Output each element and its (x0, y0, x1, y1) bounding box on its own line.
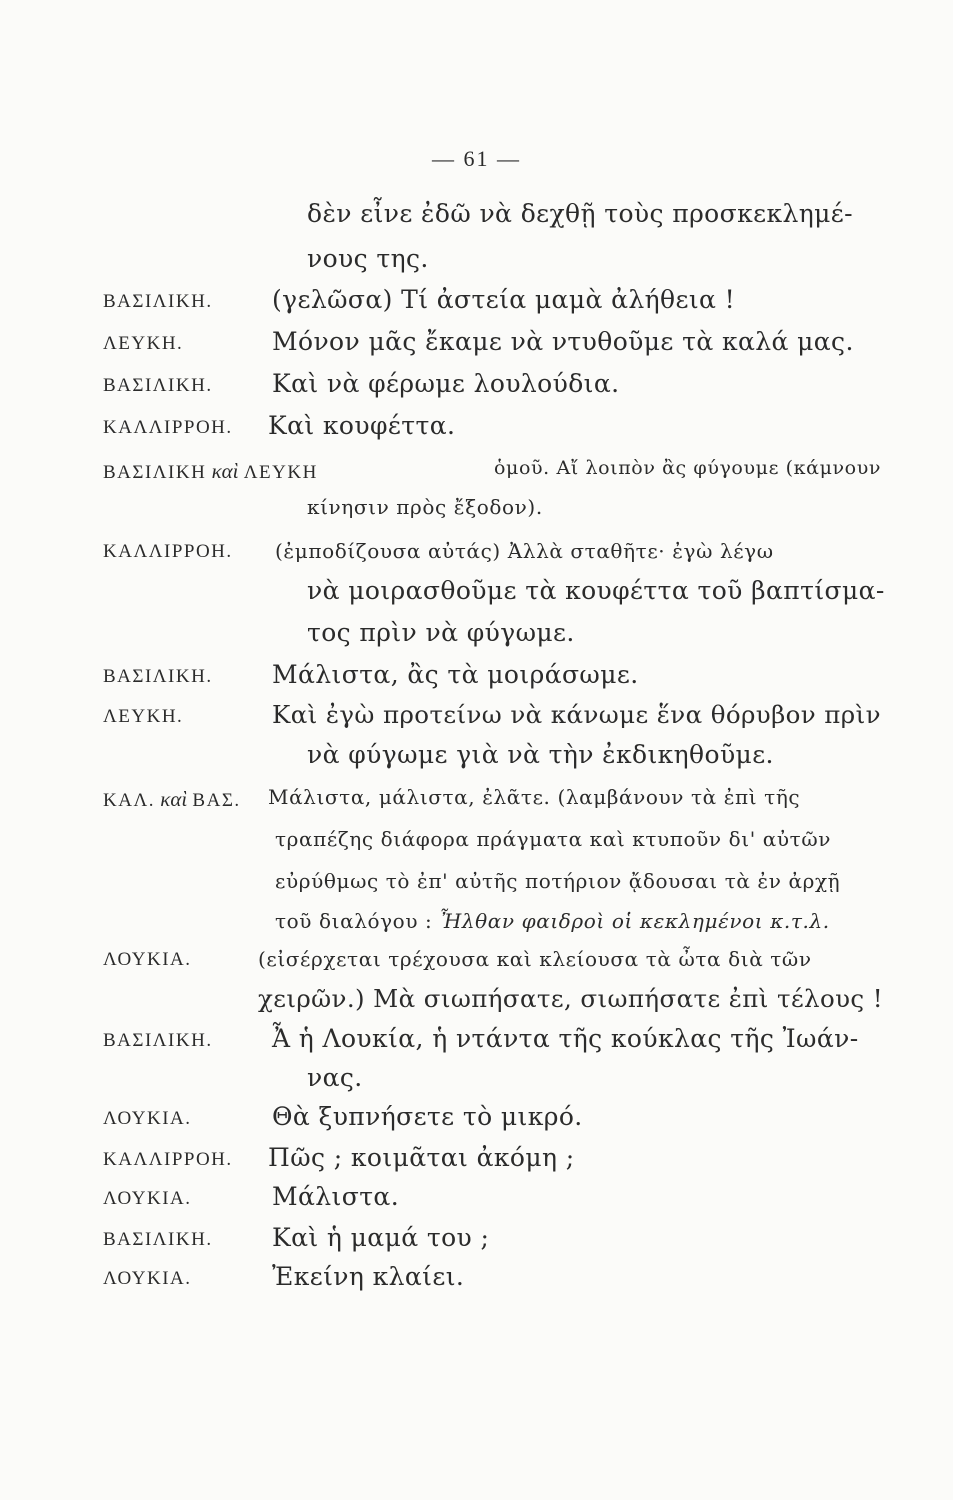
dialogue-line (0, 369, 953, 419)
speaker-label: ΚΑΛΛΙΡΡΟΗ. (103, 541, 233, 562)
dialogue-line (0, 787, 953, 831)
speaker-label: ΒΑΣΙΛΙΚΗ. (103, 291, 213, 312)
speaker-label: ΒΑΣΙΛΙΚΗ. (103, 1030, 213, 1051)
speaker-label: ΛΟΥΚΙΑ. (103, 1108, 192, 1129)
speaker-label: ΛΟΥΚΙΑ. (103, 949, 192, 970)
line-text: ὁμοῦ. Αἴ λοιπὸν ἂς φύγουμε (κάμνουν (494, 457, 882, 479)
line-text: κίνησιν πρὸς ἔξοδον). (307, 495, 543, 519)
speaker-name (103, 417, 233, 439)
line-text: Πῶς ; κοιμᾶται ἀκόμη ; (268, 1143, 575, 1172)
speaker-name (103, 333, 183, 355)
line-text: εὐρύθμως τὸ ἐπ' αὐτῆς ποτήριον ᾄδουσαι τὰ ἐν ἀρχῇ (275, 869, 841, 893)
line-text: χειρῶν.) Μὰ σιωπήσατε, σιωπήσατε ἐπὶ τέλους ! (258, 984, 883, 1013)
speaker-name (103, 1268, 192, 1290)
line-text: νας. (307, 1063, 363, 1092)
speaker-label: ΛΕΥΚΗ. (103, 333, 184, 354)
dialogue-line (0, 1143, 953, 1193)
dialogue-line (0, 1024, 953, 1074)
line-text: Θὰ ξυπνήσετε τὸ μικρό. (272, 1102, 583, 1131)
speaker-name (103, 1108, 192, 1130)
dialogue-line (0, 497, 953, 541)
speaker-name (103, 949, 192, 971)
speaker-label: ΛΟΥΚΙΑ. (103, 1188, 192, 1209)
speaker-name (103, 1229, 213, 1251)
speaker-conjunction: καὶ (154, 787, 193, 811)
speaker-name (103, 459, 318, 484)
speaker-label: ΒΑΣΙΛΙΚΗ (103, 462, 207, 483)
speaker-label: ΚΑΛ. (103, 790, 155, 811)
dialogue-line (0, 740, 953, 790)
line-text: νὰ φύγωμε γιὰ νὰ τὴν ἐκδικηθοῦμε. (307, 740, 774, 769)
line-text: Μάλιστα, ἂς τὰ μοιράσωμε. (272, 660, 639, 689)
line-text: Καὶ ἐγὼ προτείνω νὰ κάνωμε ἕνα θόρυβον πρὶν (272, 700, 881, 729)
line-text: (ἐμποδίζουσα αὐτάς) Ἀλλὰ σταθῆτε· ἐγὼ λέγω (275, 539, 774, 563)
line-text: τος πρὶν νὰ φύγωμε. (307, 618, 575, 647)
line-text: δὲν εἶνε ἐδῶ νὰ δεχθῇ τοὺς προσκεκλημέ- (307, 199, 853, 228)
speaker-name (103, 1030, 213, 1052)
dialogue-line (0, 829, 953, 873)
speaker-label: ΒΑΣΙΛΙΚΗ. (103, 666, 213, 687)
line-text: Ἐκείνη κλαίει. (272, 1262, 465, 1291)
line-text: (γελῶσα) Τί ἀστεία μαμὰ ἀλήθεια ! (272, 285, 736, 314)
speaker-conjunction: καὶ (206, 459, 244, 483)
line-text: (εἰσέρχεται τρέχουσα καὶ κλείουσα τὰ ὦτα διὰ τῶν (258, 947, 812, 971)
line-text: Καὶ ἡ μαμά του ; (272, 1223, 490, 1252)
speaker-label: ΚΑΛΛΙΡΡΟΗ. (103, 1149, 233, 1170)
line-text: Μάλιστα. (272, 1182, 400, 1211)
line-text: τοῦ διαλόγου : Ἦλθαν φαιδροὶ οἱ κεκλημένοι κ.τ.λ. (275, 909, 830, 933)
line-text: Μόνον μᾶς ἔκαμε νὰ ντυθοῦμε τὰ καλά μας. (272, 327, 854, 356)
speaker-name (103, 706, 183, 728)
speaker-name (103, 375, 213, 397)
speaker-label-second: ΛΕΥΚΗ (243, 462, 318, 483)
speaker-label: ΒΑΣΙΛΙΚΗ. (103, 375, 213, 396)
dialogue-line (0, 199, 953, 249)
speaker-name (103, 666, 213, 688)
speaker-label: ΚΑΛΛΙΡΡΟΗ. (103, 417, 233, 438)
page-number: — 61 — (432, 146, 521, 171)
line-text: Μάλιστα, μάλιστα, ἐλᾶτε. (λαμβάνουν τὰ ἐπὶ τῆς (268, 785, 801, 809)
speaker-name (103, 291, 213, 313)
speaker-label: ΛΟΥΚΙΑ. (103, 1268, 192, 1289)
speaker-label: ΛΕΥΚΗ. (103, 706, 184, 727)
speaker-label: ΒΑΣΙΛΙΚΗ. (103, 1229, 213, 1250)
speaker-name (103, 787, 241, 812)
line-text: νὰ μοιρασθοῦμε τὰ κουφέττα τοῦ βαπτίσμα- (307, 576, 885, 605)
dialogue-line (0, 411, 953, 461)
line-text-italic: Ἦλθαν φαιδροὶ οἱ κεκλημένοι κ.τ.λ. (432, 909, 830, 933)
speaker-name (103, 541, 233, 563)
speaker-name (103, 1188, 192, 1210)
dialogue-line (0, 1223, 953, 1273)
line-text: Καὶ νὰ φέρωμε λουλούδια. (272, 369, 620, 398)
line-text: νους της. (307, 244, 429, 273)
line-text: Ἆ ἡ Λουκία, ἡ ντάντα τῆς κούκλας τῆς Ἰωάν- (272, 1024, 859, 1053)
dialogue-line (0, 1262, 953, 1312)
speaker-label-second: ΒΑΣ. (192, 790, 241, 811)
line-text: Καὶ κουφέττα. (268, 411, 456, 440)
speaker-name (103, 1149, 233, 1171)
line-text: τραπέζης διάφορα πράγματα καὶ κτυποῦν δι' αὐτῶν (275, 827, 831, 851)
